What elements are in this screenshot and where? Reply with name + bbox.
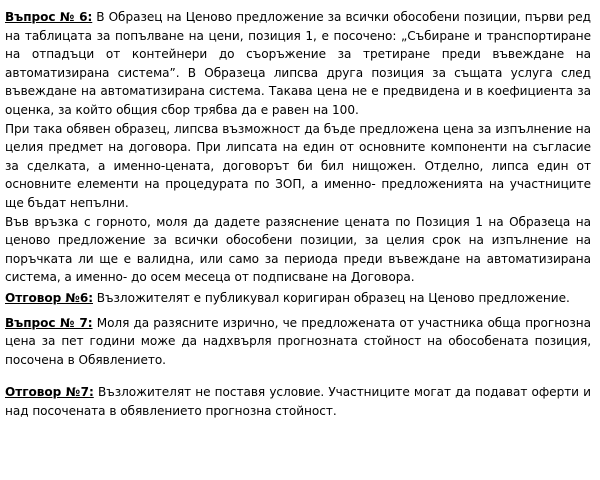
question-7-text: Моля да разясните изрично, че предложената от участника обща прогнозна цена за пет години може да надхвърля прогнозната стойност на обособената позиция, посочена в Обявлението. (5, 315, 592, 367)
question-6-text: В Образец на Ценово предложение за всички обособени позиции, първи ред на таблицата за попълване на цени, позиция 1, е посочено: „Събиране и транспортиране на отпадъци от контейнери до съоръжение за третиране преди въвеждане на автоматизирана система”. В Образеца липсва друга позиция за същата услуга след въвеждане на автоматизирана система. Такава цена не е предвидена и в коефициента за оценка, за който общия сбор трябва да е равен на 100. (5, 10, 591, 117)
question-6 (5, 8, 591, 120)
question-7-label: Въпрос № 7: (5, 315, 93, 330)
question-6-label: Въпрос № 6: (5, 10, 93, 24)
answer-6-text: Възложителят е публикувал коригиран образец на Ценово предложение. (93, 290, 570, 305)
paragraph-clarification-request: Във връзка с горното, моля да дадете разяснение цената по Позиция 1 на Образеца на ценово предложение за всички обособени позиции, за целия срок на изпълнение на поръчката ли ще е валидна, или само за периода преди въвеждане на автоматизирана система, а именно- до осем месеца от подписване на Договора. (5, 214, 591, 285)
answer-6-label: Отговор №6: (5, 290, 93, 305)
question-7 (5, 314, 591, 370)
answer-7-text: Възложителят не поставя условие. Участниците могат да подават оферти и над посочената в обявлението прогнозна стойност. (5, 385, 591, 418)
answer-7-label: Отговор №7: (5, 385, 94, 400)
paragraph-missing-price: При така обявен образец, липсва възможност да бъде предложена цена за изпълнение на целия предмет на договора. При липсата на един от основните компоненти на съгласие за сделката, а именно-цената, договорът би бил нищожен. Отделно, липса един от основните елементи на процедурата по ЗОП, а именно- предложенията на участниците ще бъдат непълни. (5, 121, 591, 210)
answer-7 (5, 383, 591, 420)
answer-6 (5, 289, 591, 308)
